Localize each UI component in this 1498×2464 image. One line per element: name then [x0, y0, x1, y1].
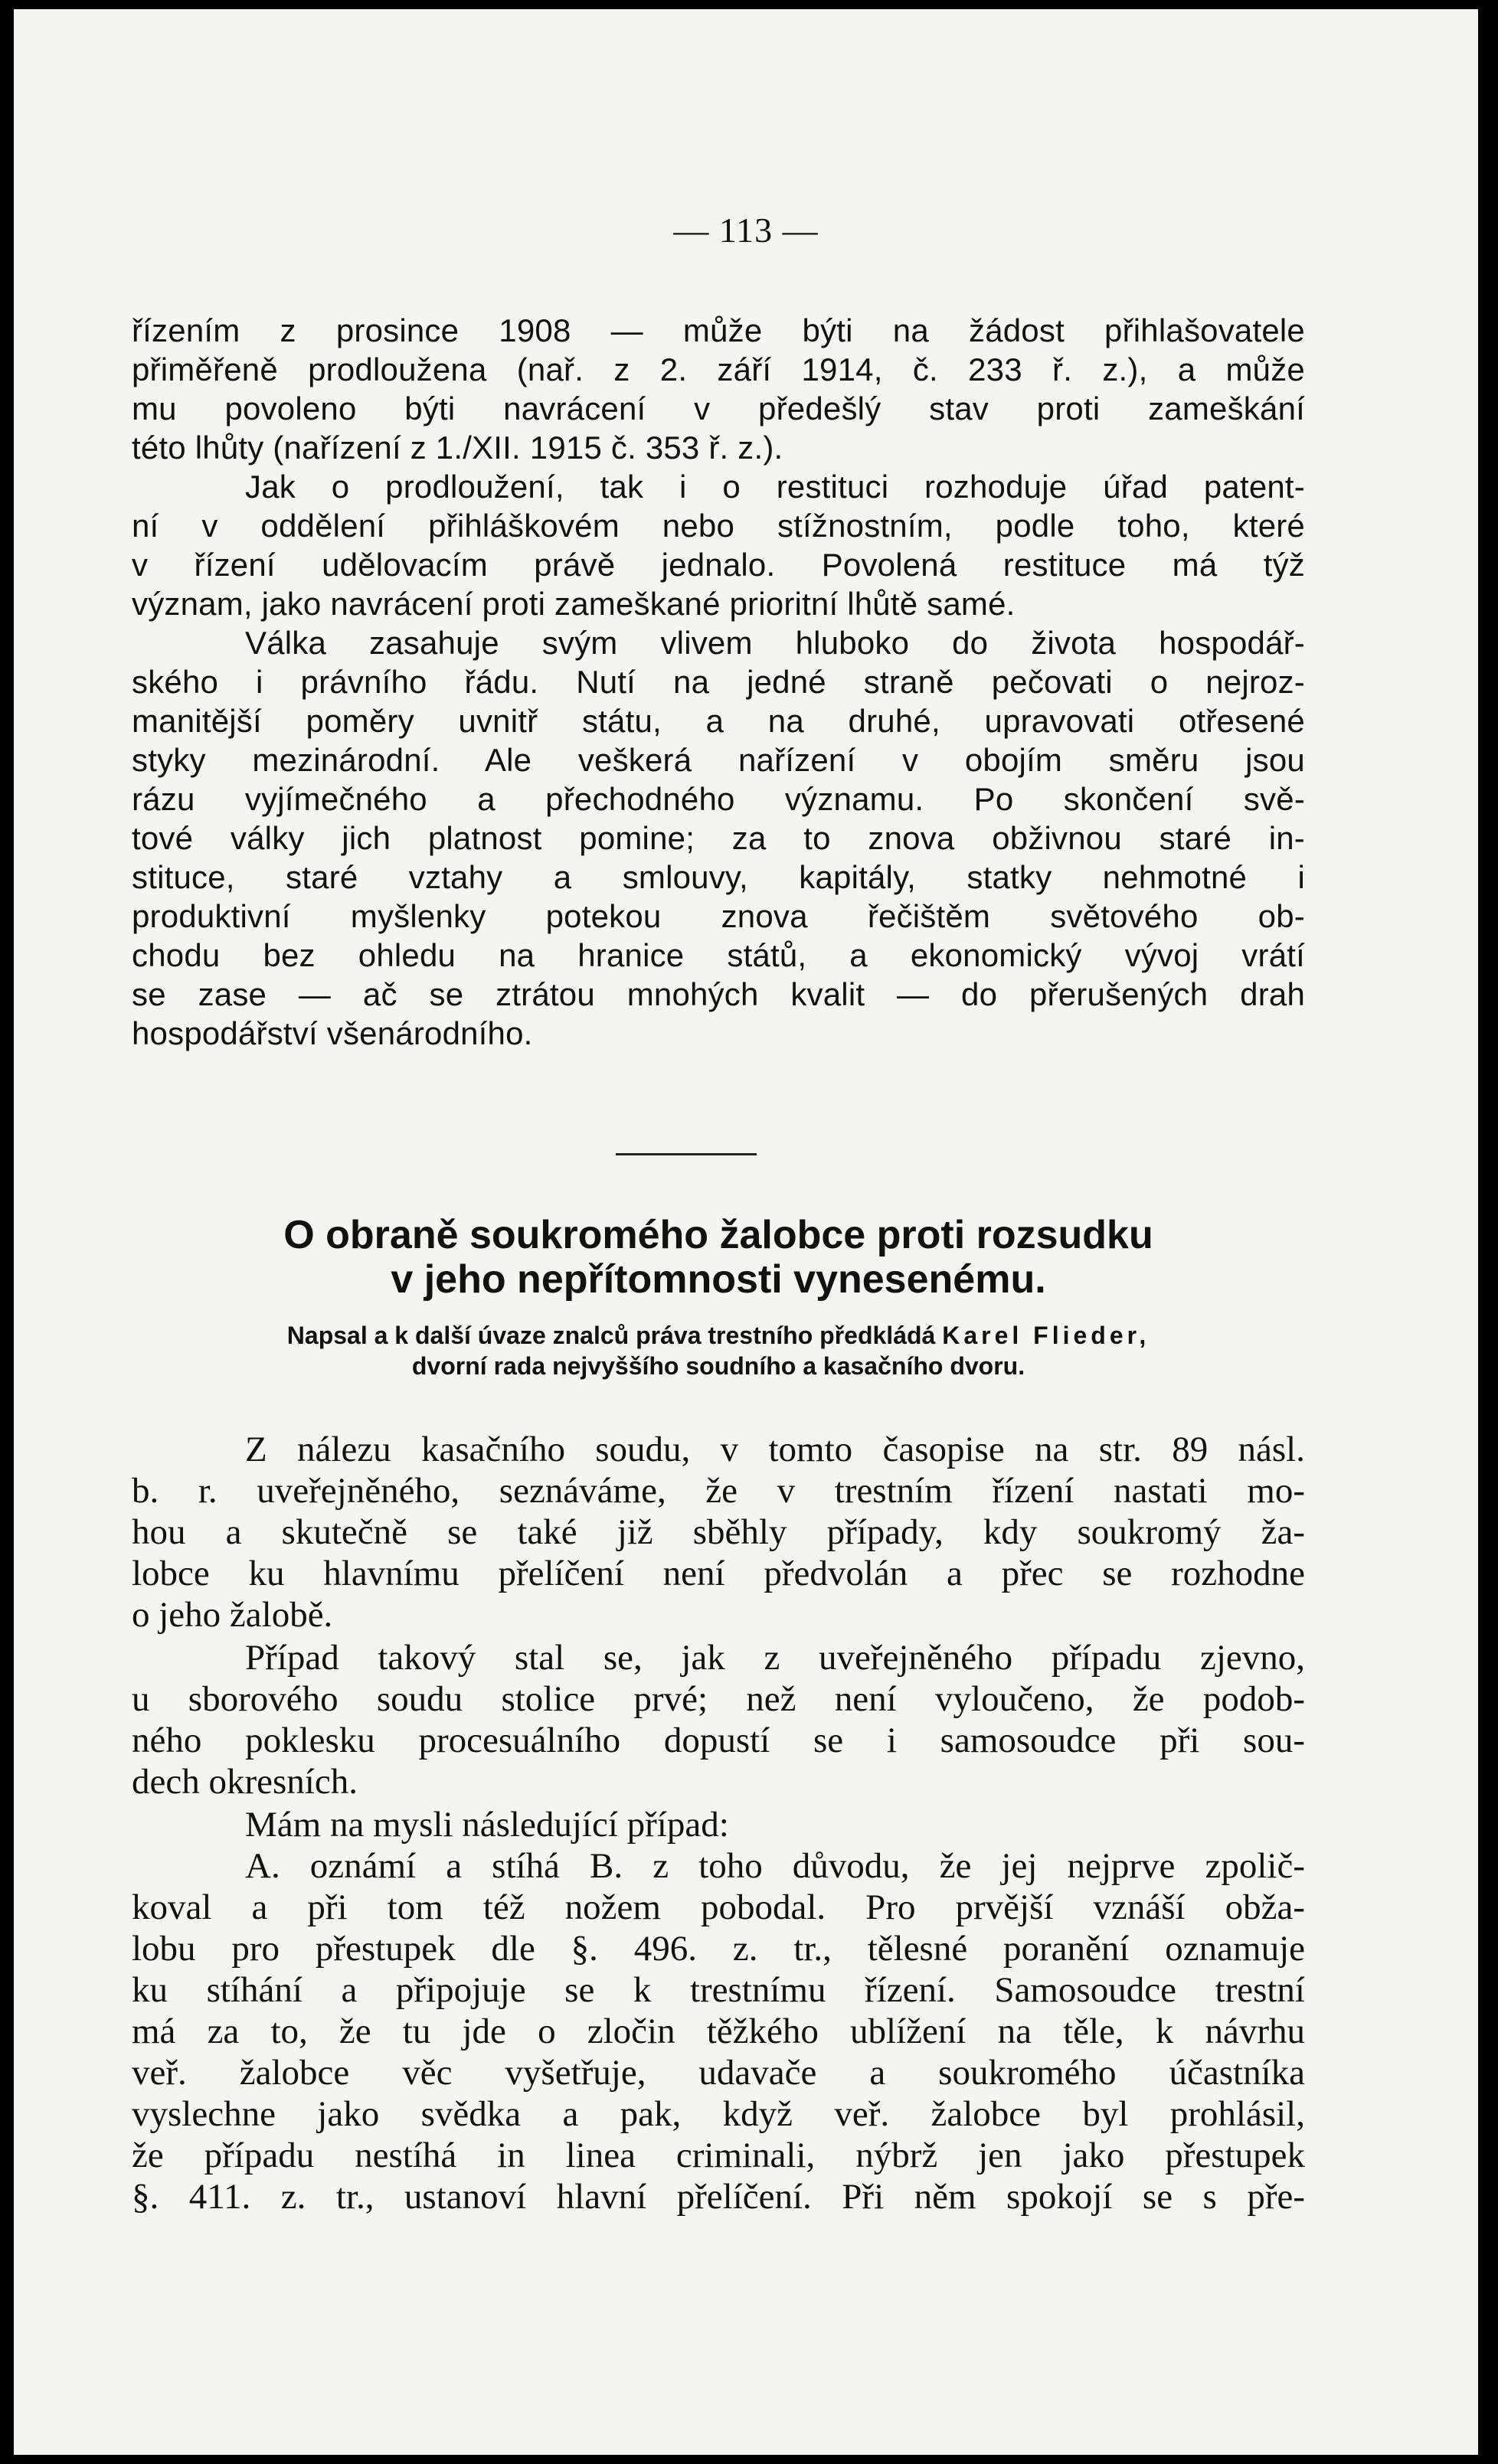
- text-line: styky mezinárodní. Ale veškerá nařízení v obojím směru jsou: [132, 742, 1305, 778]
- text-line: A. oznámí a stíhá B. z toho důvodu, že jej nejprve zpolič-: [245, 1846, 1305, 1886]
- text-line: lobce ku hlavnímu přelíčení není předvolán a přec se rozhodne: [132, 1554, 1305, 1593]
- text-line: řízením z prosince 1908 — může býti na žádost přihlašovatele: [132, 312, 1305, 348]
- text-line: že případu nestíhá in linea criminali, nýbrž jen jako přestupek: [132, 2136, 1305, 2175]
- text-line: význam, jako navrácení proti zameškané prioritní lhůtě samé.: [132, 586, 1016, 622]
- article-paragraph-3: [132, 1804, 1305, 1845]
- article-paragraph-4: [132, 1845, 1305, 2217]
- text-line: Mám na mysli následující případ:: [245, 1805, 729, 1845]
- byline-line-1: [132, 1320, 1305, 1351]
- text-line: Případ takový stal se, jak z uveřejněného případu zjevno,: [245, 1638, 1305, 1678]
- text-line: veř. žalobce věc vyšetřuje, udavače a soukromého účastníka: [132, 2053, 1305, 2093]
- document-page: [14, 9, 1478, 2455]
- intro-paragraph-3: [132, 623, 1305, 1053]
- text-line: lobu pro přestupek dle §. 496. z. tr., tělesné poranění oznamuje: [132, 1929, 1305, 1969]
- text-line: dech okresních.: [132, 1762, 358, 1802]
- text-line: u sborového soudu stolice prvé; než není vyloučeno, že podob-: [132, 1679, 1305, 1719]
- intro-paragraph-2: [132, 467, 1305, 623]
- text-line: vyslechne jako svědka a pak, když veř. žalobce byl prohlásil,: [132, 2094, 1305, 2134]
- page-number: — 113 —: [673, 211, 819, 250]
- text-line: přiměřeně prodloužena (nař. z 2. září 1914, č. 233 ř. z.), a může: [132, 351, 1305, 387]
- text-line: ského i právního řádu. Nutí na jedné straně pečovati o nejroz-: [132, 664, 1305, 700]
- article-byline: [132, 1320, 1305, 1381]
- text-line: hospodářství všenárodního.: [132, 1015, 533, 1051]
- article-title-line: O obraně soukromého žalobce proti rozsudku: [283, 1213, 1153, 1257]
- text-line: produktivní myšlenky potekou znova řečištěm světového ob-: [132, 898, 1305, 934]
- text-line: Z nálezu kasačního soudu, v tomto časopise na str. 89 násl.: [245, 1430, 1305, 1469]
- text-line: tové války jich platnost pomine; za to znova obživnou staré in-: [132, 820, 1305, 856]
- intro-paragraph-1: [132, 311, 1305, 467]
- section-divider: [616, 1153, 757, 1155]
- text-line: o jeho žalobě.: [132, 1595, 333, 1635]
- text-line: chodu bez ohledu na hranice států, a ekonomický vývoj vrátí: [132, 937, 1305, 973]
- text-line: hou a skutečně se také již sběhly případy, kdy soukromý ža-: [132, 1512, 1305, 1552]
- text-line: má za to, že tu jde o zločin těžkého ublížení na těle, k návrhu: [132, 2011, 1305, 2051]
- text-line: v řízení udělovacím právě jednalo. Povolená restituce má týž: [132, 547, 1305, 583]
- text-line: manitější poměry uvnitř státu, a na druhé, upravovati otřesené: [132, 703, 1305, 739]
- text-line: stituce, staré vztahy a smlouvy, kapitály, statky nehmotné i: [132, 859, 1305, 895]
- article-paragraph-2: [132, 1637, 1305, 1802]
- byline-author: Karel Flieder,: [942, 1322, 1150, 1349]
- text-line: ku stíhání a připojuje se k trestnímu řízení. Samosoudce trestní: [132, 1970, 1305, 2010]
- text-line: ného poklesku procesuálního dopustí se i samosoudce při sou-: [132, 1721, 1305, 1760]
- text-line: §. 411. z. tr., ustanoví hlavní přelíčení. Při něm spokojí se s pře-: [132, 2177, 1305, 2217]
- article-title: [132, 1213, 1305, 1302]
- text-line: koval a při tom též nožem pobodal. Pro prvější vznáší obža-: [132, 1887, 1305, 1927]
- text-line: se zase — ač se ztrátou mnohých kvalit — do přerušených drah: [132, 976, 1305, 1012]
- text-line: ní v oddělení přihláškovém nebo stížnostním, podle toho, které: [132, 508, 1305, 544]
- byline-line-2: dvorní rada nejvyššího soudního a kasačního dvoru.: [411, 1352, 1025, 1380]
- byline-prefix: Napsal a k další úvaze znalců práva trestního předkládá: [286, 1322, 936, 1349]
- article-paragraph-1: [132, 1429, 1305, 1636]
- text-line: Jak o prodloužení, tak i o restituci rozhoduje úřad patent-: [245, 469, 1305, 505]
- text-line: rázu vyjímečného a přechodného významu. Po skončení svě-: [132, 781, 1305, 817]
- text-line: Válka zasahuje svým vlivem hluboko do života hospodář-: [245, 625, 1305, 661]
- article-title-line: v jeho nepřítomnosti vynesenému.: [391, 1257, 1046, 1302]
- text-line: této lhůty (nařízení z 1./XII. 1915 č. 353 ř. z.).: [132, 430, 783, 466]
- text-line: mu povoleno býti navrácení v předešlý stav proti zameškání: [132, 391, 1305, 426]
- text-line: b. r. uveřejněného, seznáváme, že v trestním řízení nastati mo-: [132, 1471, 1305, 1511]
